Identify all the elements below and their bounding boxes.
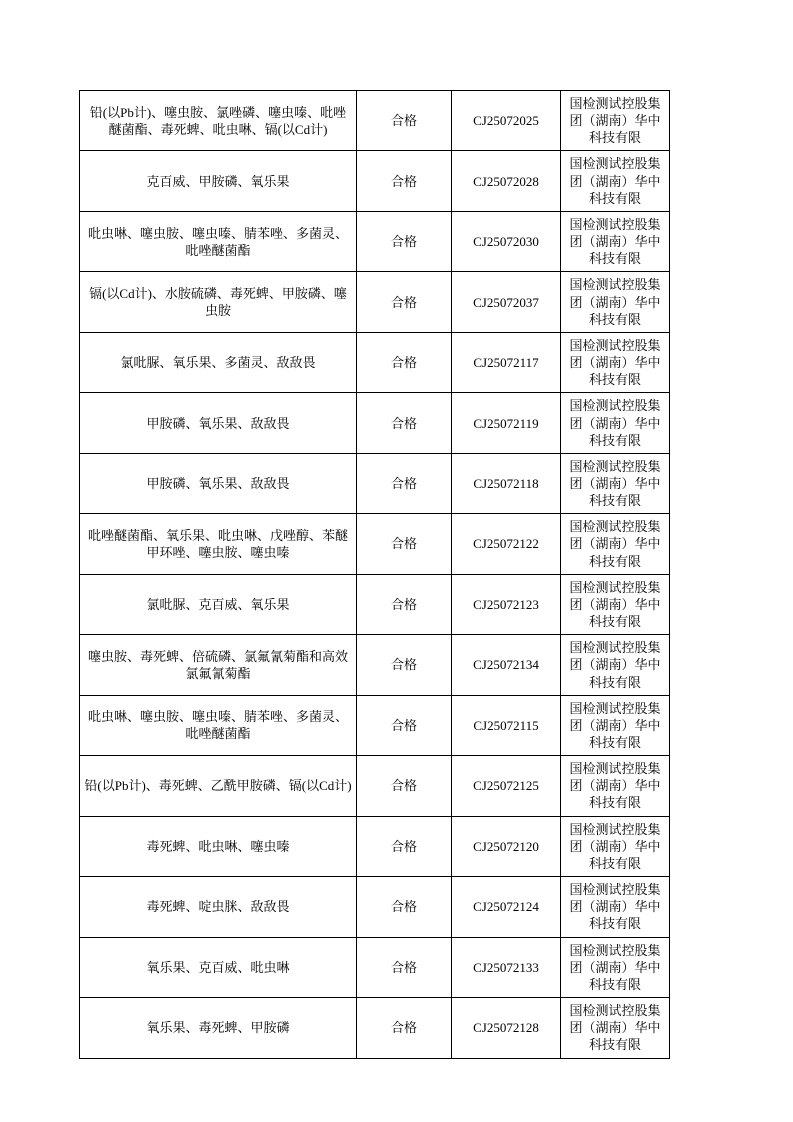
cell-report-code: CJ25072118 bbox=[452, 453, 561, 513]
cell-testing-organization: 国检测试控股集团（湖南）华中科技有限 bbox=[561, 393, 670, 453]
cell-report-code: CJ25072134 bbox=[452, 635, 561, 695]
cell-conclusion: 合格 bbox=[357, 756, 452, 816]
cell-testing-organization: 国检测试控股集团（湖南）华中科技有限 bbox=[561, 695, 670, 755]
cell-report-code: CJ25072025 bbox=[452, 91, 561, 151]
cell-conclusion: 合格 bbox=[357, 514, 452, 574]
table-body bbox=[80, 91, 670, 1059]
cell-report-code: CJ25072030 bbox=[452, 211, 561, 271]
table-row bbox=[80, 151, 670, 211]
cell-testing-organization: 国检测试控股集团（湖南）华中科技有限 bbox=[561, 272, 670, 332]
cell-test-items: 甲胺磷、氧乐果、敌敌畏 bbox=[80, 393, 357, 453]
cell-report-code: CJ25072119 bbox=[452, 393, 561, 453]
cell-conclusion: 合格 bbox=[357, 272, 452, 332]
cell-report-code: CJ25072122 bbox=[452, 514, 561, 574]
cell-report-code: CJ25072037 bbox=[452, 272, 561, 332]
cell-conclusion: 合格 bbox=[357, 151, 452, 211]
cell-conclusion: 合格 bbox=[357, 635, 452, 695]
cell-testing-organization: 国检测试控股集团（湖南）华中科技有限 bbox=[561, 211, 670, 271]
cell-conclusion: 合格 bbox=[357, 574, 452, 634]
cell-test-items: 吡唑醚菌酯、氧乐果、吡虫啉、戊唑醇、苯醚甲环唑、噻虫胺、噻虫嗪 bbox=[80, 514, 357, 574]
table-row bbox=[80, 332, 670, 392]
table-row bbox=[80, 816, 670, 876]
cell-conclusion: 合格 bbox=[357, 453, 452, 513]
cell-report-code: CJ25072125 bbox=[452, 756, 561, 816]
cell-report-code: CJ25072120 bbox=[452, 816, 561, 876]
cell-report-code: CJ25072117 bbox=[452, 332, 561, 392]
table-row bbox=[80, 211, 670, 271]
cell-testing-organization: 国检测试控股集团（湖南）华中科技有限 bbox=[561, 453, 670, 513]
cell-test-items: 铅(以Pb计)、毒死蜱、乙酰甲胺磷、镉(以Cd计) bbox=[80, 756, 357, 816]
cell-report-code: CJ25072133 bbox=[452, 937, 561, 997]
cell-test-items: 氧乐果、克百威、吡虫啉 bbox=[80, 937, 357, 997]
table-row bbox=[80, 756, 670, 816]
cell-testing-organization: 国检测试控股集团（湖南）华中科技有限 bbox=[561, 574, 670, 634]
table-row bbox=[80, 393, 670, 453]
cell-test-items: 毒死蜱、啶虫脒、敌敌畏 bbox=[80, 877, 357, 937]
cell-report-code: CJ25072115 bbox=[452, 695, 561, 755]
table-row bbox=[80, 574, 670, 634]
cell-test-items: 氯吡脲、克百威、氧乐果 bbox=[80, 574, 357, 634]
cell-test-items: 吡虫啉、噻虫胺、噻虫嗪、腈苯唑、多菌灵、吡唑醚菌酯 bbox=[80, 695, 357, 755]
cell-test-items: 铅(以Pb计)、噻虫胺、氯唑磷、噻虫嗪、吡唑醚菌酯、毒死蜱、吡虫啉、镉(以Cd计) bbox=[80, 91, 357, 151]
inspection-results-table bbox=[79, 90, 670, 1059]
cell-test-items: 氯吡脲、氧乐果、多菌灵、敌敌畏 bbox=[80, 332, 357, 392]
cell-report-code: CJ25072124 bbox=[452, 877, 561, 937]
cell-testing-organization: 国检测试控股集团（湖南）华中科技有限 bbox=[561, 635, 670, 695]
cell-test-items: 克百威、甲胺磷、氧乐果 bbox=[80, 151, 357, 211]
report-table-container bbox=[79, 90, 661, 1059]
cell-testing-organization: 国检测试控股集团（湖南）华中科技有限 bbox=[561, 332, 670, 392]
table-row bbox=[80, 453, 670, 513]
cell-testing-organization: 国检测试控股集团（湖南）华中科技有限 bbox=[561, 877, 670, 937]
table-row bbox=[80, 998, 670, 1058]
table-row bbox=[80, 635, 670, 695]
cell-conclusion: 合格 bbox=[357, 877, 452, 937]
cell-report-code: CJ25072123 bbox=[452, 574, 561, 634]
cell-conclusion: 合格 bbox=[357, 816, 452, 876]
cell-test-items: 甲胺磷、氧乐果、敌敌畏 bbox=[80, 453, 357, 513]
cell-test-items: 噻虫胺、毒死蜱、倍硫磷、氯氟氰菊酯和高效氯氟氰菊酯 bbox=[80, 635, 357, 695]
cell-conclusion: 合格 bbox=[357, 937, 452, 997]
table-row bbox=[80, 514, 670, 574]
cell-testing-organization: 国检测试控股集团（湖南）华中科技有限 bbox=[561, 756, 670, 816]
cell-conclusion: 合格 bbox=[357, 695, 452, 755]
table-row bbox=[80, 272, 670, 332]
cell-test-items: 吡虫啉、噻虫胺、噻虫嗪、腈苯唑、多菌灵、吡唑醚菌酯 bbox=[80, 211, 357, 271]
cell-test-items: 镉(以Cd计)、水胺硫磷、毒死蜱、甲胺磷、噻虫胺 bbox=[80, 272, 357, 332]
table-row bbox=[80, 937, 670, 997]
cell-report-code: CJ25072028 bbox=[452, 151, 561, 211]
cell-testing-organization: 国检测试控股集团（湖南）华中科技有限 bbox=[561, 998, 670, 1058]
cell-testing-organization: 国检测试控股集团（湖南）华中科技有限 bbox=[561, 91, 670, 151]
cell-test-items: 毒死蜱、吡虫啉、噻虫嗪 bbox=[80, 816, 357, 876]
cell-report-code: CJ25072128 bbox=[452, 998, 561, 1058]
table-row bbox=[80, 877, 670, 937]
table-row bbox=[80, 91, 670, 151]
cell-testing-organization: 国检测试控股集团（湖南）华中科技有限 bbox=[561, 514, 670, 574]
cell-conclusion: 合格 bbox=[357, 211, 452, 271]
cell-conclusion: 合格 bbox=[357, 998, 452, 1058]
cell-conclusion: 合格 bbox=[357, 393, 452, 453]
cell-testing-organization: 国检测试控股集团（湖南）华中科技有限 bbox=[561, 937, 670, 997]
cell-conclusion: 合格 bbox=[357, 91, 452, 151]
table-row bbox=[80, 695, 670, 755]
cell-testing-organization: 国检测试控股集团（湖南）华中科技有限 bbox=[561, 816, 670, 876]
cell-conclusion: 合格 bbox=[357, 332, 452, 392]
cell-test-items: 氧乐果、毒死蜱、甲胺磷 bbox=[80, 998, 357, 1058]
cell-testing-organization: 国检测试控股集团（湖南）华中科技有限 bbox=[561, 151, 670, 211]
